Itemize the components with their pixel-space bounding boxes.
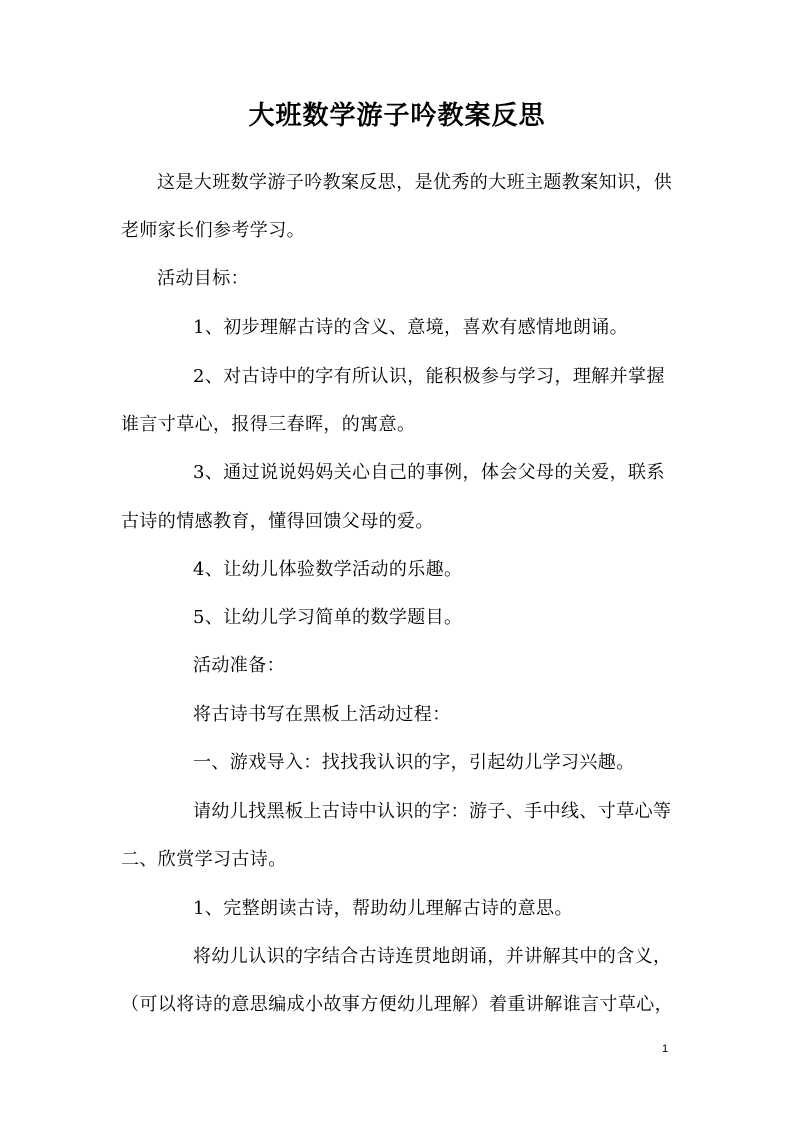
prep-text: 将古诗书写在黑板上活动过程： <box>193 704 451 725</box>
document-title: 大班数学游子吟教案反思 <box>248 101 546 131</box>
section-heading-prep: 活动准备： <box>193 655 285 676</box>
goal-4: 4、让幼儿体验数学活动的乐趣。 <box>193 559 463 580</box>
goal-3-line-2: 古诗的情感教育，懂得回馈父母的爱。 <box>121 511 434 532</box>
goal-1: 1、初步理解古诗的含义、意境，喜欢有感情地朗诵。 <box>193 317 629 338</box>
goal-2-line-1: 2、对古诗中的字有所认识，能积极参与学习，理解并掌握 <box>193 366 665 387</box>
process-step-1: 一、游戏导入：找找我认识的字，引起幼儿学习兴趣。 <box>193 752 635 773</box>
intro-line-1: 这是大班数学游子吟教案反思，是优秀的大班主题教案知识，供 <box>157 172 673 193</box>
process-step-2: 二、欣赏学习古诗。 <box>121 849 287 870</box>
section-heading-goals: 活动目标： <box>157 268 249 289</box>
goal-5: 5、让幼儿学习简单的数学题目。 <box>193 607 463 628</box>
page-number: 1 <box>662 1043 669 1055</box>
process-detail-line-1: 将幼儿认识的字结合古诗连贯地朗诵，并讲解其中的含义， <box>193 946 672 967</box>
goal-2-line-2: 谁言寸草心，报得三春晖，的寓意。 <box>121 414 416 435</box>
process-detail-line-2: （可以将诗的意思编成小故事方便幼儿理解）着重讲解谁言寸草心， <box>121 994 673 1015</box>
goal-3-line-1: 3、通过说说妈妈关心自己的事例，体会父母的关爱，联系 <box>193 462 665 483</box>
intro-line-2: 老师家长们参考学习。 <box>121 220 305 241</box>
process-step-1-detail: 请幼儿找黑板上古诗中认识的字：游子、手中线、寸草心等 <box>193 801 672 822</box>
process-step-2-item-1: 1、完整朗读古诗，帮助幼儿理解古诗的意思。 <box>193 898 573 919</box>
